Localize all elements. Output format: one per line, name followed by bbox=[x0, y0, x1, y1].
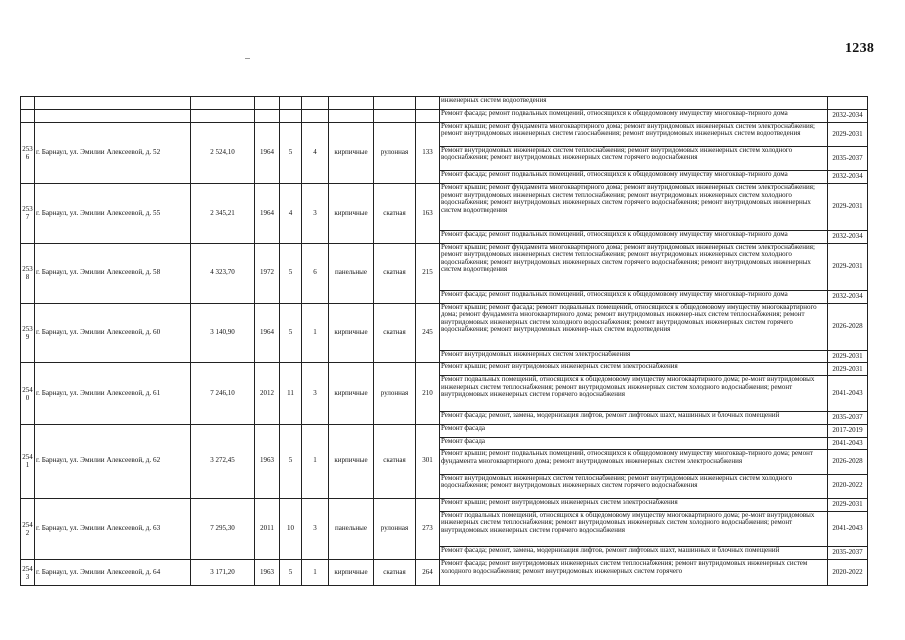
cell-floors bbox=[280, 109, 302, 122]
cell-address bbox=[35, 109, 191, 122]
cell-period: 2029-2031 bbox=[828, 498, 868, 511]
cell-work: Ремонт крыши; ремонт фундамента многоквартирного дома; ремонт внутридомовых инженерных систем электроснабжения; ремонт внутридомовых инженерных систем теплоснабжения; ремонт внутридомовых инженерных систем холодного водоснабжения; ремонт внутридомовых инженерных систем горячего водоснабжения; ремонт внутридомовых инженерных систем водоотведения bbox=[440, 184, 828, 231]
cell-num: 254 2 bbox=[21, 498, 35, 559]
cell-roof: рулонная bbox=[374, 363, 416, 424]
cell-address: г. Барнаул, ул. Эмилии Алексеевой, д. 61 bbox=[35, 363, 191, 424]
cell-year: 1964 bbox=[255, 184, 280, 244]
cell-flats: 273 bbox=[416, 498, 440, 559]
cell-num: 253 9 bbox=[21, 303, 35, 363]
cell-flats: 215 bbox=[416, 243, 440, 303]
cell-period bbox=[828, 97, 868, 110]
cell-floors: 5 bbox=[280, 303, 302, 363]
table-row bbox=[21, 97, 868, 110]
cell-num: 253 8 bbox=[21, 243, 35, 303]
cell-work: Ремонт внутридомовых инженерных систем теплоснабжения; ремонт внутридомовых инженерных систем холодного водоснабжения; ремонт внутридомовых инженерных систем горячего водоснабжения bbox=[440, 146, 828, 170]
cell-walls bbox=[329, 97, 374, 110]
cell-work: Ремонт крыши; ремонт подвальных помещений, относящихся к общедомовому имуществу многоквар-тирного дома; ремонт фундамента многоквартирного дома; ремонт внутридомовых инженерных систем электроснабжения bbox=[440, 450, 828, 474]
cell-year bbox=[255, 109, 280, 122]
cell-period: 2029-2031 bbox=[828, 363, 868, 376]
cell-period: 2029-2031 bbox=[828, 350, 868, 363]
cell-year: 1963 bbox=[255, 424, 280, 498]
cell-flats: 210 bbox=[416, 363, 440, 424]
cell-floors: 5 bbox=[280, 424, 302, 498]
cell-address: г. Барнаул, ул. Эмилии Алексеевой, д. 63 bbox=[35, 498, 191, 559]
cell-period: 2032-2034 bbox=[828, 171, 868, 184]
cell-roof: рулонная bbox=[374, 498, 416, 559]
cell-area: 2 524,10 bbox=[191, 122, 255, 183]
cell-area bbox=[191, 109, 255, 122]
cell-period: 2017-2019 bbox=[828, 424, 868, 437]
cell-year: 2011 bbox=[255, 498, 280, 559]
cell-address bbox=[35, 97, 191, 110]
table-row bbox=[21, 243, 868, 290]
cell-roof: скатная bbox=[374, 184, 416, 244]
cell-period: 2026-2028 bbox=[828, 303, 868, 350]
cell-period: 2041-2043 bbox=[828, 511, 868, 547]
cell-period: 2035-2037 bbox=[828, 411, 868, 424]
table-row bbox=[21, 109, 868, 122]
cell-floors: 10 bbox=[280, 498, 302, 559]
cell-period: 2041-2043 bbox=[828, 376, 868, 412]
cell-period: 2032-2034 bbox=[828, 109, 868, 122]
cell-area: 3 272,45 bbox=[191, 424, 255, 498]
cell-address: г. Барнаул, ул. Эмилии Алексеевой, д. 52 bbox=[35, 122, 191, 183]
cell-walls: кирпичные bbox=[329, 122, 374, 183]
cell-period: 2029-2031 bbox=[828, 243, 868, 290]
cell-roof: скатная bbox=[374, 560, 416, 586]
cell-work: Ремонт фасада bbox=[440, 437, 828, 450]
cell-walls: кирпичные bbox=[329, 363, 374, 424]
cell-entrances: 6 bbox=[302, 243, 329, 303]
table-row bbox=[21, 498, 868, 511]
cell-flats bbox=[416, 97, 440, 110]
cell-flats: 301 bbox=[416, 424, 440, 498]
table-row bbox=[21, 363, 868, 376]
cell-roof: рулонная bbox=[374, 122, 416, 183]
cell-work: Ремонт фасада; ремонт внутридомовых инженерных систем теплоснабжения; ремонт внутридомовых инженерных систем холодного водоснабжения; ремонт внутридомовых инженерных систем горячего bbox=[440, 560, 828, 586]
cell-flats bbox=[416, 109, 440, 122]
cell-area: 2 345,21 bbox=[191, 184, 255, 244]
cell-period: 2041-2043 bbox=[828, 437, 868, 450]
cell-floors: 11 bbox=[280, 363, 302, 424]
cell-year: 1964 bbox=[255, 122, 280, 183]
table-row bbox=[21, 560, 868, 586]
cell-entrances: 3 bbox=[302, 363, 329, 424]
table-row bbox=[21, 122, 868, 146]
cell-flats: 133 bbox=[416, 122, 440, 183]
cell-work: инженерных систем водоотведения bbox=[440, 97, 828, 110]
cell-floors bbox=[280, 97, 302, 110]
cell-work: Ремонт крыши; ремонт фундамента многоквартирного дома; ремонт внутридомовых инженерных систем электроснабжения; ремонт внутридомовых инженерных систем теплоснабжения; ремонт внутридомовых инженерных систем холодного водоснабжения; ремонт внутридомовых инженерных систем горячего водоснабжения; ремонт внутридомовых инженерных систем водоотведения bbox=[440, 243, 828, 290]
cell-floors: 4 bbox=[280, 184, 302, 244]
cell-work: Ремонт фасада; ремонт подвальных помещений, относящихся к общедомовому имуществу многоквар-тирного дома bbox=[440, 290, 828, 303]
cell-work: Ремонт фасада; ремонт подвальных помещений, относящихся к общедомовому имуществу многоквар-тирного дома bbox=[440, 230, 828, 243]
table-row bbox=[21, 303, 868, 350]
cell-num: 254 3 bbox=[21, 560, 35, 586]
cell-year: 1963 bbox=[255, 560, 280, 586]
cell-roof: скатная bbox=[374, 424, 416, 498]
cell-num: 254 0 bbox=[21, 363, 35, 424]
cell-num: 253 6 bbox=[21, 122, 35, 183]
cell-work: Ремонт фасада; ремонт, замена, модернизация лифтов, ремонт лифтовых шахт, машинных и блочных помещений bbox=[440, 547, 828, 560]
cell-entrances bbox=[302, 109, 329, 122]
cell-work: Ремонт фасада; ремонт подвальных помещений, относящихся к общедомовому имуществу многоквар-тирного дома bbox=[440, 171, 828, 184]
cell-entrances bbox=[302, 97, 329, 110]
cell-num: 254 1 bbox=[21, 424, 35, 498]
cell-year: 1964 bbox=[255, 303, 280, 363]
cell-year: 1972 bbox=[255, 243, 280, 303]
cell-roof bbox=[374, 97, 416, 110]
cell-walls bbox=[329, 109, 374, 122]
cell-period: 2035-2037 bbox=[828, 146, 868, 170]
cell-year bbox=[255, 97, 280, 110]
cell-floors: 5 bbox=[280, 122, 302, 183]
cell-address: г. Барнаул, ул. Эмилии Алексеевой, д. 60 bbox=[35, 303, 191, 363]
cell-area: 7 246,10 bbox=[191, 363, 255, 424]
cell-work: Ремонт подвальных помещений, относящихся к общедомовому имуществу многоквартирного дома; ре-монт внутридомовых инженерных систем теплоснабжения; ремонт внутридомовых инженерных систем холодного водоснабжения; ремонт внутридомовых инженерных систем горячего водоснабжения bbox=[440, 376, 828, 412]
cell-walls: кирпичные bbox=[329, 303, 374, 363]
table-body bbox=[21, 97, 868, 586]
cell-period: 2026-2028 bbox=[828, 450, 868, 474]
cell-area bbox=[191, 97, 255, 110]
cell-work: Ремонт крыши; ремонт внутридомовых инженерных систем электроснабжения bbox=[440, 498, 828, 511]
cell-work: Ремонт фасада; ремонт подвальных помещений, относящихся к общедомовому имуществу многоквар-тирного дома bbox=[440, 109, 828, 122]
cell-num: 253 7 bbox=[21, 184, 35, 244]
cell-address: г. Барнаул, ул. Эмилии Алексеевой, д. 64 bbox=[35, 560, 191, 586]
cell-area: 3 171,20 bbox=[191, 560, 255, 586]
cell-flats: 264 bbox=[416, 560, 440, 586]
cell-entrances: 4 bbox=[302, 122, 329, 183]
cell-roof: скатная bbox=[374, 303, 416, 363]
cell-work: Ремонт крыши; ремонт фасада; ремонт подвальных помещений, относящихся к общедомовому имуществу многоквартирного дома; ремонт фундамента многоквартирного дома; ремонт внутридомовых инженер-ных систем теплоснабжения; ремонт внутридомовых инженерных систем холодного водоснабжения; ремонт внутридомовых инженерных систем горячего водоснабжения; ремонт внутридомовых инженер-ных систем водоотведения bbox=[440, 303, 828, 350]
cell-num bbox=[21, 97, 35, 110]
cell-address: г. Барнаул, ул. Эмилии Алексеевой, д. 62 bbox=[35, 424, 191, 498]
cell-floors: 5 bbox=[280, 560, 302, 586]
cell-floors: 5 bbox=[280, 243, 302, 303]
cell-period: 2020-2022 bbox=[828, 560, 868, 586]
cell-area: 3 140,90 bbox=[191, 303, 255, 363]
cell-work: Ремонт фасада bbox=[440, 424, 828, 437]
cell-period: 2020-2022 bbox=[828, 474, 868, 498]
cell-period: 2029-2031 bbox=[828, 184, 868, 231]
cell-walls: панельные bbox=[329, 498, 374, 559]
cell-work: Ремонт фасада; ремонт, замена, модернизация лифтов, ремонт лифтовых шахт, машинных и блочных помещений bbox=[440, 411, 828, 424]
cell-period: 2035-2037 bbox=[828, 547, 868, 560]
cell-walls: кирпичные bbox=[329, 560, 374, 586]
cell-address: г. Барнаул, ул. Эмилии Алексеевой, д. 58 bbox=[35, 243, 191, 303]
cell-entrances: 3 bbox=[302, 184, 329, 244]
cell-entrances: 1 bbox=[302, 424, 329, 498]
table-row bbox=[21, 424, 868, 437]
cell-entrances: 1 bbox=[302, 560, 329, 586]
cell-roof: скатная bbox=[374, 243, 416, 303]
cell-period: 2032-2034 bbox=[828, 290, 868, 303]
cell-num bbox=[21, 109, 35, 122]
table-row bbox=[21, 184, 868, 231]
cell-walls: панельные bbox=[329, 243, 374, 303]
page-number: 1238 bbox=[845, 41, 875, 56]
cell-period: 2032-2034 bbox=[828, 230, 868, 243]
cell-work: Ремонт внутридомовых инженерных систем электроснабжения bbox=[440, 350, 828, 363]
repair-program-table bbox=[20, 96, 868, 586]
cell-work: Ремонт крыши; ремонт внутридомовых инженерных систем электроснабжения bbox=[440, 363, 828, 376]
cell-address: г. Барнаул, ул. Эмилии Алексеевой, д. 55 bbox=[35, 184, 191, 244]
cell-year: 2012 bbox=[255, 363, 280, 424]
cell-area: 4 323,70 bbox=[191, 243, 255, 303]
cell-walls: кирпичные bbox=[329, 184, 374, 244]
cell-flats: 245 bbox=[416, 303, 440, 363]
scan-mark bbox=[245, 58, 250, 59]
cell-entrances: 1 bbox=[302, 303, 329, 363]
cell-flats: 163 bbox=[416, 184, 440, 244]
cell-work: Ремонт подвальных помещений, относящихся к общедомовому имуществу многоквартирного дома; ре-монт внутридомовых инженерных систем теплоснабжения; ремонт внутридомовых инженерных систем холодного водоснабжения; ремонт внутридомовых инженерных систем горячего водоснабжения bbox=[440, 511, 828, 547]
cell-roof bbox=[374, 109, 416, 122]
cell-area: 7 295,30 bbox=[191, 498, 255, 559]
cell-walls: кирпичные bbox=[329, 424, 374, 498]
cell-work: Ремонт внутридомовых инженерных систем теплоснабжения; ремонт внутридомовых инженерных систем холодного водоснабжения; ремонт внутридомовых инженерных систем горячего водоснабжения bbox=[440, 474, 828, 498]
cell-entrances: 3 bbox=[302, 498, 329, 559]
cell-work: Ремонт крыши; ремонт фундамента многоквартирного дома; ремонт внутридомовых инженерных систем электроснабжения; ремонт внутридомовых инженерных систем газоснабжения; ремонт внутридомовых инженерных систем водоотведения bbox=[440, 122, 828, 146]
cell-period: 2029-2031 bbox=[828, 122, 868, 146]
